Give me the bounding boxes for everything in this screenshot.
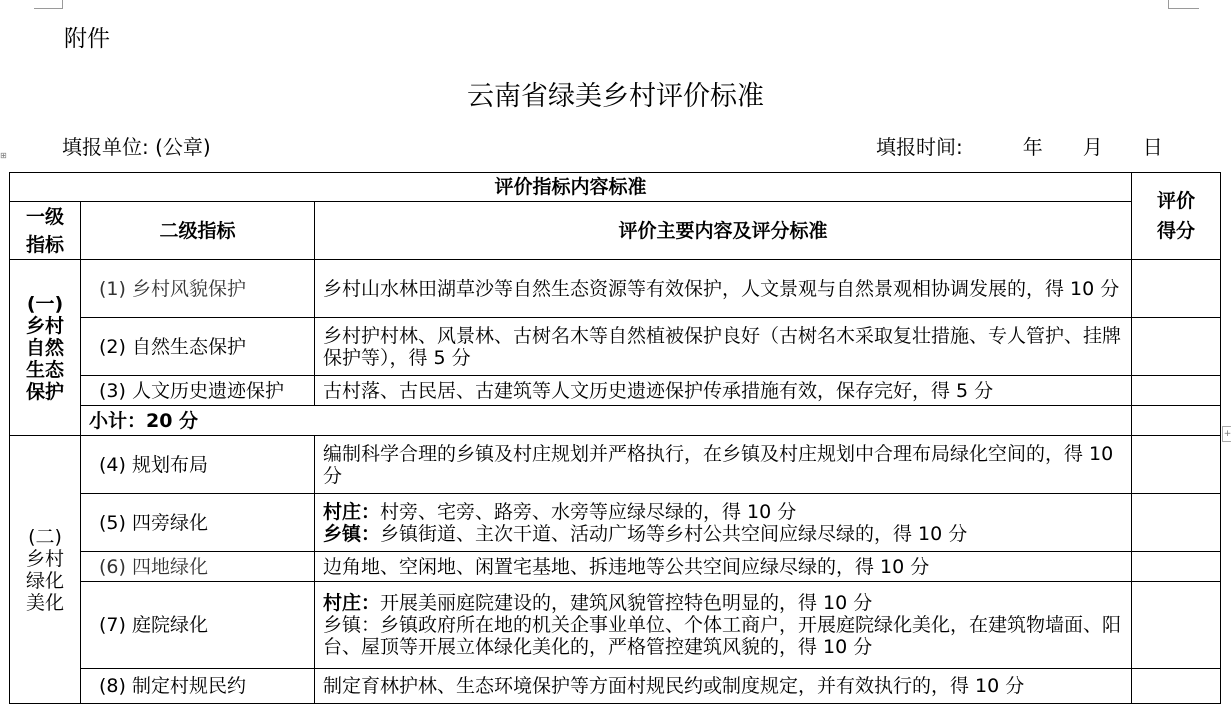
group1-subtotal: 小计：20 分 [81,406,1132,436]
table-row [10,318,1221,376]
filler-year: 年 [1022,135,1043,159]
row3-score-cell[interactable] [1132,376,1221,406]
header-content: 评价主要内容及评分标准 [315,202,1132,260]
table-row [10,376,1221,406]
row5-index: (5) 四旁绿化 [81,494,315,552]
group2-label: (二) 乡村 绿化 美化 [10,436,81,704]
document-title: 云南省绿美乡村评价标准 [467,81,764,112]
row7-line2-label: 乡镇： [323,614,381,636]
subtotal-score-cell[interactable] [1132,406,1221,436]
row2-index: (2) 自然生态保护 [81,318,315,376]
row6-index: (6) 四地绿化 [81,552,315,582]
row7-line1-label: 村庄： [323,592,381,614]
row8-score-cell[interactable] [1132,669,1221,704]
header-level1: 一级 指标 [10,202,81,260]
filler-time-label: 填报时间: [876,135,963,159]
row7-score-cell[interactable] [1132,582,1221,669]
table-row [10,582,1221,669]
row4-index: (4) 规划布局 [81,436,315,494]
row5-content [315,494,1132,552]
row1-content: 乡村山水林田湖草沙等自然生态资源等有效保护，人文景观与自然景观相协调发展的，得 10 分 [315,260,1132,318]
row7-content [315,582,1132,669]
row6-content: 边角地、空闲地、闲置宅基地、拆违地等公共空间应绿尽绿的，得 10 分 [315,552,1132,582]
table-move-handle-icon[interactable]: ⊞ [0,151,7,160]
table-row [10,260,1221,318]
row1-index: (1) 乡村风貌保护 [81,260,315,318]
table-row [10,406,1221,436]
row5-line1-label: 村庄： [323,500,381,523]
row4-score-cell[interactable] [1132,436,1221,494]
header-level2: 二级指标 [81,202,315,260]
table-row [10,669,1221,704]
row3-index: (3) 人文历史遗迹保护 [81,376,315,406]
group1-label: (一) 乡村 自然 生态 保护 [10,260,81,436]
filler-month: 月 [1082,135,1103,159]
attachment-label: 附件 [64,26,110,52]
row2-content: 乡村护村林、风景林、古树名木等自然植被保护良好（古树名木采取复壮措施、专人管护、挂牌保护等），得 5 分 [315,318,1132,376]
row3-content: 古村落、古民居、古建筑等人文历史遗迹保护传承措施有效，保存完好，得 5 分 [315,376,1132,406]
table-row [10,436,1221,494]
row8-index: (8) 制定村规民约 [81,669,315,704]
table-resize-handle-icon[interactable]: + [1222,426,1231,442]
filler-day: 日 [1142,135,1163,159]
row1-score-cell[interactable] [1132,260,1221,318]
row5-line2: 乡镇街道、主次干道、活动广场等乡村公共空间应绿尽绿的，得 10 分 [380,522,968,545]
row7-line2: 乡镇政府所在地的机关企事业单位、个体工商户，开展庭院绿化美化，在建筑物墙面、阳台、屋顶等开展立体绿化美化的，严格管控建筑风貌的，得 10 分 [323,614,1122,658]
page-corner-mark-right [1168,0,1199,9]
filler-time [876,131,1163,160]
table-row [10,552,1221,582]
page-corner-mark-left [34,0,63,9]
row6-score-cell[interactable] [1132,552,1221,582]
filler-unit-label: 填报单位: (公章) [62,135,211,159]
row7-line1: 开展美丽庭院建设的，建筑风貌管控特色明显的，得 10 分 [380,592,873,614]
row5-line2-label: 乡镇： [323,522,381,545]
row4-content: 编制科学合理的乡镇及村庄规划并严格执行，在乡镇及村庄规划中合理布局绿化空间的，得 10 分 [315,436,1132,494]
header-score: 评价 得分 [1132,173,1221,260]
row2-score-cell[interactable] [1132,318,1221,376]
header-top: 评价指标内容标准 [10,173,1132,202]
row8-content: 制定育林护林、生态环境保护等方面村规民约或制度规定，并有效执行的，得 10 分 [315,669,1132,704]
table-row [10,494,1221,552]
evaluation-table [9,172,1221,704]
row5-score-cell[interactable] [1132,494,1221,552]
row7-index: (7) 庭院绿化 [81,582,315,669]
row5-line1: 村旁、宅旁、路旁、水旁等应绿尽绿的，得 10 分 [380,500,797,523]
